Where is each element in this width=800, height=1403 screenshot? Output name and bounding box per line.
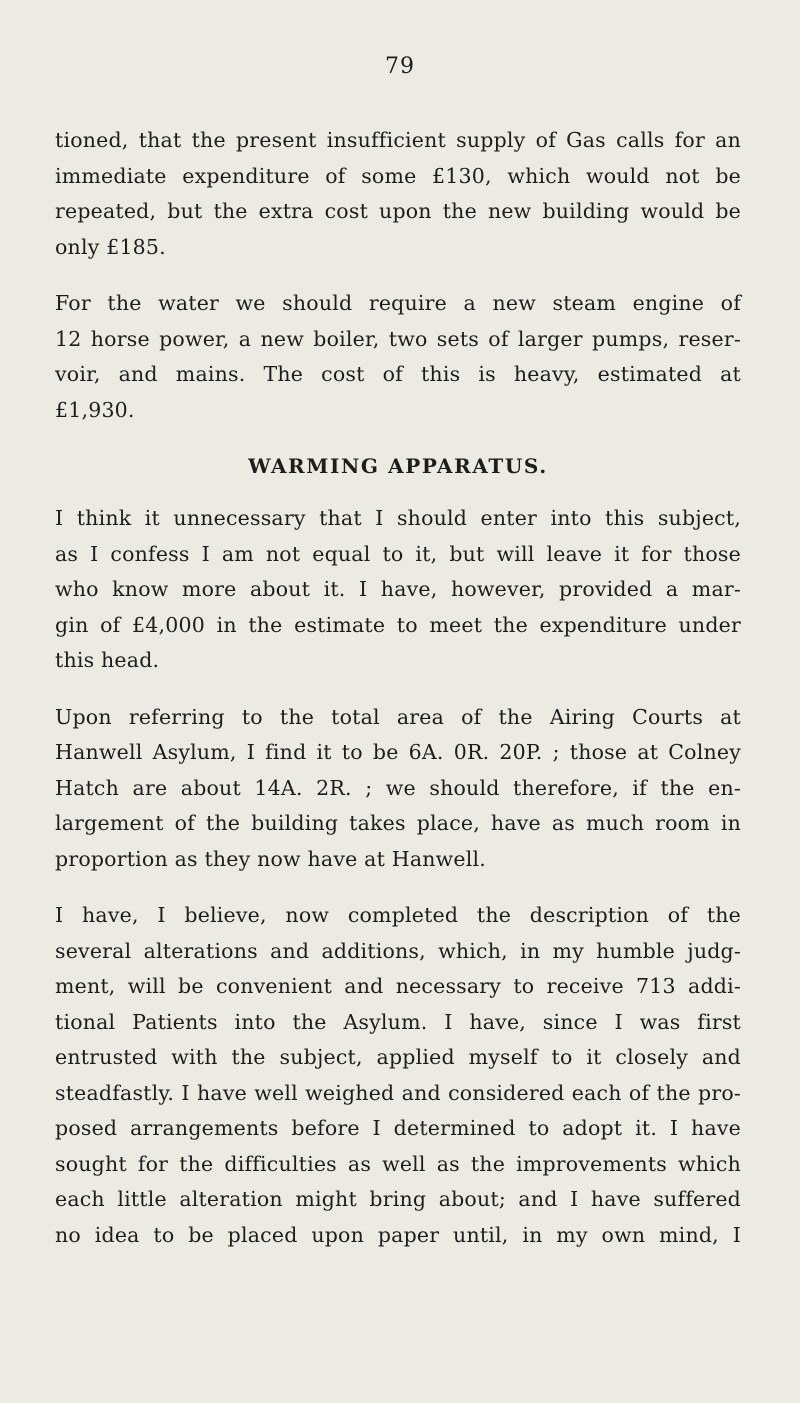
section-heading: WARMING APPARATUS. (248, 454, 548, 478)
text-line: who know more about it. I have, however, provided a mar- (55, 577, 741, 601)
page-number: 79 (385, 54, 415, 79)
paragraph-spacer (55, 484, 741, 501)
paragraph-gas-supply (55, 123, 741, 265)
text-line: immediate expenditure of some £130, which would not be (55, 163, 741, 188)
text-line: tional Patients into the Asylum. I have, since I was first (55, 1009, 741, 1034)
text-line: sought for the difficulties as well as the improvements which (55, 1151, 741, 1176)
text-line: £1,930. (55, 397, 135, 422)
paragraph-water (55, 286, 741, 428)
paragraph-spacer (55, 679, 741, 700)
text-line: steadfastly. I have well weighed and considered each of the pro- (55, 1080, 741, 1105)
text-line: entrusted with the subject, applied myself to it closely and (55, 1045, 741, 1069)
text-line: Hanwell Asylum, I find it to be 6A. 0R. 20P. ; those at Colney (55, 740, 741, 764)
text-line: 12 horse power, a new boiler, two sets of larger pumps, reser- (55, 326, 741, 351)
text-line: I think it unnecessary that I should enter into this subject, (55, 506, 741, 530)
text-line: ment, will be convenient and necessary to receive 713 addi- (55, 974, 741, 998)
text-line: posed arrangements before I determined to adopt it. I have (55, 1116, 741, 1140)
text-line: Upon referring to the total area of the Airing Courts at (55, 704, 741, 729)
text-line: each little alteration might bring about; and I have suffered (55, 1187, 741, 1211)
paragraph-spacer (55, 265, 741, 286)
text-line: tioned, that the present insufficient supply of Gas calls for an (55, 128, 741, 152)
text-line: gin of £4,000 in the estimate to meet the expenditure under (55, 612, 741, 637)
text-line: no idea to be placed upon paper until, in my own mind, I (55, 1222, 741, 1247)
paragraph-airing-courts (55, 700, 741, 878)
text-line: I have, I believe, now completed the description of the (55, 903, 741, 927)
text-line: For the water we should require a new steam engine of (55, 291, 741, 315)
paragraph-spacer (55, 877, 741, 898)
paragraph-spacer (55, 428, 741, 449)
text-line: repeated, but the extra cost upon the new building would be (55, 199, 741, 223)
text-line: largement of the building takes place, have as much room in (55, 811, 741, 835)
paragraph-warming (55, 501, 741, 679)
body-text (55, 123, 741, 1253)
text-line: as I confess I am not equal to it, but will leave it for those (55, 541, 741, 566)
paragraph-conclusion (55, 898, 741, 1253)
text-line: several alterations and additions, which, in my humble judg- (55, 938, 741, 963)
text-line: Hatch are about 14A. 2R. ; we should therefore, if the en- (55, 775, 741, 800)
text-line: this head. (55, 648, 160, 672)
text-line: only £185. (55, 234, 166, 259)
text-line: voir, and mains. The cost of this is heavy, estimated at (55, 362, 741, 386)
text-line: proportion as they now have at Hanwell. (55, 846, 486, 871)
